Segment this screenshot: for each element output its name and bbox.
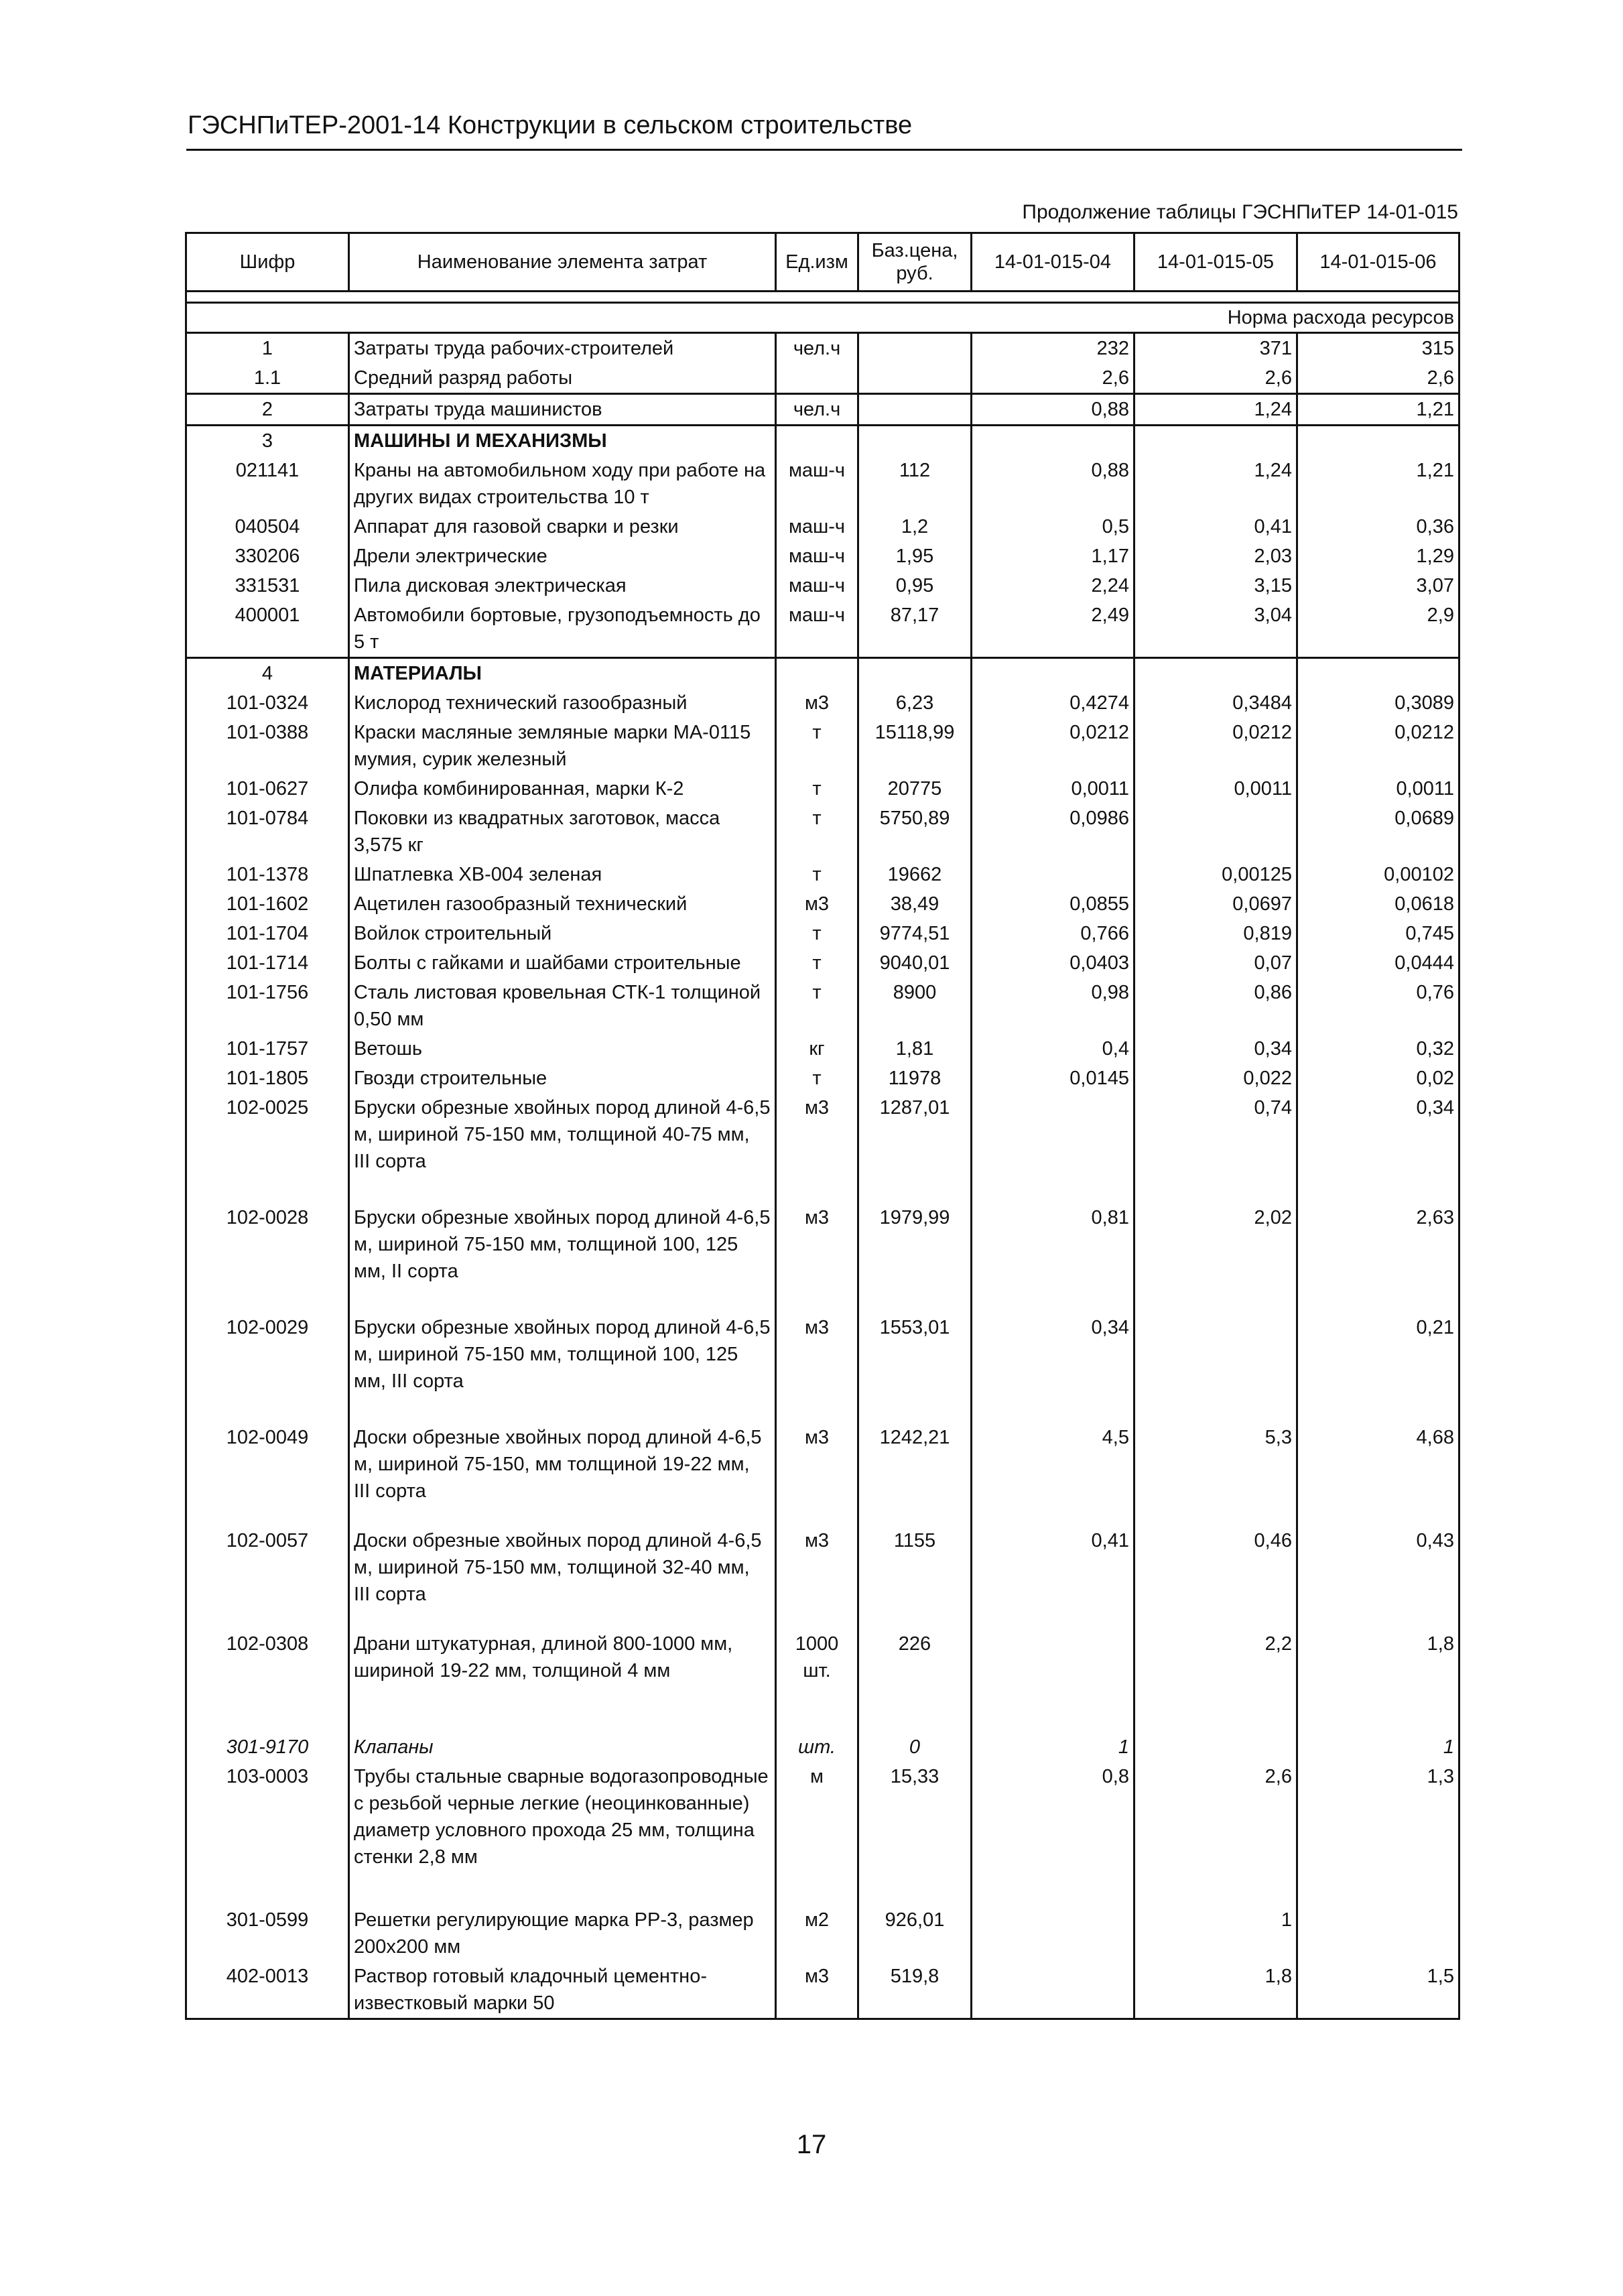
cell-code: 101-1714	[186, 948, 349, 978]
cell-unit: т	[776, 978, 858, 1034]
cell-variant-05: 1,24	[1134, 456, 1297, 512]
cell-unit: кг	[776, 1034, 858, 1064]
cell-price	[858, 363, 972, 394]
cell-variant-05: 2,2	[1134, 1629, 1297, 1732]
norm-label: Норма расхода ресурсов	[186, 303, 1459, 333]
cell-unit: т	[776, 718, 858, 774]
cell-variant-04: 0,0986	[972, 804, 1134, 860]
cell-code: 1.1	[186, 363, 349, 394]
cell-price: 112	[858, 456, 972, 512]
cell-variant-04	[972, 1962, 1134, 2019]
table-row	[186, 718, 1459, 774]
cell-price: 19662	[858, 860, 972, 889]
table-row	[186, 1762, 1459, 1905]
cell-variant-04: 0,0011	[972, 774, 1134, 804]
cell-variant-05: 2,6	[1134, 363, 1297, 394]
cell-variant-06: 0,0444	[1297, 948, 1459, 978]
cell-variant-06: 0,3089	[1297, 688, 1459, 718]
cell-code: 101-0324	[186, 688, 349, 718]
table-row	[186, 688, 1459, 718]
cell-price: 15,33	[858, 1762, 972, 1905]
cell-variant-04	[972, 1629, 1134, 1732]
cell-code: 301-0599	[186, 1905, 349, 1962]
cell-code: 101-1704	[186, 919, 349, 948]
cell-code: 331531	[186, 571, 349, 600]
cell-variant-04	[972, 1905, 1134, 1962]
cell-variant-05: 5,3	[1134, 1423, 1297, 1526]
cell-price: 9774,51	[858, 919, 972, 948]
cell-variant-04: 2,6	[972, 363, 1134, 394]
cell-code: 3	[186, 426, 349, 456]
cell-variant-05: 371	[1134, 333, 1297, 364]
cell-variant-06: 0,21	[1297, 1313, 1459, 1423]
cell-variant-04: 2,49	[972, 600, 1134, 658]
cell-name: Сталь листовая кровельная СТК-1 толщиной 0,50 мм	[349, 978, 776, 1034]
cell-variant-06: 3,07	[1297, 571, 1459, 600]
cell-price: 15118,99	[858, 718, 972, 774]
table-row	[186, 889, 1459, 919]
cell-code: 101-1378	[186, 860, 349, 889]
cell-unit	[776, 658, 858, 689]
cell-variant-05	[1134, 426, 1297, 456]
cell-variant-05	[1134, 1732, 1297, 1762]
cell-variant-06: 1,8	[1297, 1629, 1459, 1732]
cell-variant-04: 0,81	[972, 1203, 1134, 1313]
cell-variant-04	[972, 860, 1134, 889]
cell-variant-04	[972, 1093, 1134, 1203]
norm-label-row	[186, 303, 1459, 333]
cell-variant-05: 0,46	[1134, 1526, 1297, 1629]
cell-name: Краски масляные земляные марки МА-0115 мумия, сурик железный	[349, 718, 776, 774]
cell-variant-04: 0,0403	[972, 948, 1134, 978]
cell-variant-04: 0,98	[972, 978, 1134, 1034]
cell-name: Ацетилен газообразный технический	[349, 889, 776, 919]
cell-code: 102-0029	[186, 1313, 349, 1423]
page-header-title: ГЭСНПиТЕР-2001-14 Конструкции в сельском строительстве	[188, 111, 913, 139]
cell-unit: маш-ч	[776, 600, 858, 658]
cell-variant-06	[1297, 1905, 1459, 1962]
col-header-variant-04: 14-01-015-04	[972, 233, 1134, 292]
cell-unit: маш-ч	[776, 512, 858, 541]
cell-variant-04: 0,34	[972, 1313, 1134, 1423]
cell-code: 101-1757	[186, 1034, 349, 1064]
cell-variant-06: 4,68	[1297, 1423, 1459, 1526]
cell-variant-06: 0,02	[1297, 1064, 1459, 1093]
cell-price: 1287,01	[858, 1093, 972, 1203]
cell-variant-06: 0,0618	[1297, 889, 1459, 919]
cell-name: Затраты труда рабочих-строителей	[349, 333, 776, 364]
cell-name: Клапаны	[349, 1732, 776, 1762]
cell-variant-05: 0,41	[1134, 512, 1297, 541]
cell-name: МАТЕРИАЛЫ	[349, 658, 776, 689]
cell-name: Трубы стальные сварные водогазопроводные с резьбой черные легкие (неоцинкованные) диаметр условного прохода 25 мм, толщина стенки 2,8 мм	[349, 1762, 776, 1905]
cell-variant-04: 0,8	[972, 1762, 1134, 1905]
cell-variant-06	[1297, 426, 1459, 456]
cell-variant-05: 0,0011	[1134, 774, 1297, 804]
cell-variant-04: 4,5	[972, 1423, 1134, 1526]
cell-code: 301-9170	[186, 1732, 349, 1762]
table-body	[186, 292, 1459, 2019]
cell-price: 1,2	[858, 512, 972, 541]
table-header-row	[186, 233, 1459, 292]
cell-unit: м3	[776, 1313, 858, 1423]
cell-price: 1979,99	[858, 1203, 972, 1313]
cell-variant-05: 0,34	[1134, 1034, 1297, 1064]
cell-variant-04: 0,0212	[972, 718, 1134, 774]
table-row	[186, 1064, 1459, 1093]
cell-variant-04: 0,4274	[972, 688, 1134, 718]
table-row	[186, 1313, 1459, 1423]
cell-code: 4	[186, 658, 349, 689]
cell-variant-06: 2,63	[1297, 1203, 1459, 1313]
cell-variant-04: 232	[972, 333, 1134, 364]
cell-variant-04: 1	[972, 1732, 1134, 1762]
cell-variant-06: 1,21	[1297, 456, 1459, 512]
col-header-name: Наименование элемента затрат	[349, 233, 776, 292]
cell-unit: т	[776, 948, 858, 978]
cell-code: 402-0013	[186, 1962, 349, 2019]
cell-price: 1,95	[858, 541, 972, 571]
cell-name: Краны на автомобильном ходу при работе на других видах строительства 10 т	[349, 456, 776, 512]
table-row	[186, 1905, 1459, 1962]
cell-price: 0,95	[858, 571, 972, 600]
table-row	[186, 394, 1459, 426]
cell-variant-04: 0,5	[972, 512, 1134, 541]
cell-price: 0	[858, 1732, 972, 1762]
cell-price: 87,17	[858, 600, 972, 658]
cell-unit: м3	[776, 1203, 858, 1313]
cell-variant-05	[1134, 1313, 1297, 1423]
cell-variant-06: 1	[1297, 1732, 1459, 1762]
cell-name: Бруски обрезные хвойных пород длиной 4-6,5 м, шириной 75-150 мм, толщиной 100, 125 мм, II сорта	[349, 1203, 776, 1313]
table-row	[186, 1732, 1459, 1762]
cell-unit: м3	[776, 1526, 858, 1629]
cell-variant-06: 0,0212	[1297, 718, 1459, 774]
cell-price	[858, 658, 972, 689]
cell-variant-05: 0,00125	[1134, 860, 1297, 889]
cell-unit: маш-ч	[776, 541, 858, 571]
cell-variant-06: 0,76	[1297, 978, 1459, 1034]
cell-unit: т	[776, 804, 858, 860]
cell-name: Раствор готовый кладочный цементно-известковый марки 50	[349, 1962, 776, 2019]
cell-unit: т	[776, 1064, 858, 1093]
cell-price: 1,81	[858, 1034, 972, 1064]
table-row	[186, 600, 1459, 658]
cell-name: Шпатлевка ХВ-004 зеленая	[349, 860, 776, 889]
cell-price: 5750,89	[858, 804, 972, 860]
table-row	[186, 1423, 1459, 1526]
cell-variant-05: 0,022	[1134, 1064, 1297, 1093]
cell-unit: м3	[776, 889, 858, 919]
col-header-unit: Ед.изм	[776, 233, 858, 292]
cell-price: 1553,01	[858, 1313, 972, 1423]
table-row	[186, 571, 1459, 600]
table-row	[186, 919, 1459, 948]
cell-unit: т	[776, 774, 858, 804]
cell-variant-05: 3,04	[1134, 600, 1297, 658]
cell-variant-04: 2,24	[972, 571, 1134, 600]
table-row	[186, 1629, 1459, 1732]
cell-name: Автомобили бортовые, грузоподъемность до 5 т	[349, 600, 776, 658]
cell-variant-05: 0,74	[1134, 1093, 1297, 1203]
col-header-variant-05: 14-01-015-05	[1134, 233, 1297, 292]
cell-name: Доски обрезные хвойных пород длиной 4-6,5 м, шириной 75-150 мм, толщиной 32-40 мм, III сорта	[349, 1526, 776, 1629]
cell-price	[858, 333, 972, 364]
cell-code: 1	[186, 333, 349, 364]
table-row	[186, 978, 1459, 1034]
cell-variant-06: 315	[1297, 333, 1459, 364]
cell-code: 102-0028	[186, 1203, 349, 1313]
cell-name: МАШИНЫ И МЕХАНИЗМЫ	[349, 426, 776, 456]
cell-price: 226	[858, 1629, 972, 1732]
cell-unit: м	[776, 1762, 858, 1905]
table-continuation-caption: Продолжение таблицы ГЭСНПиТЕР 14-01-015	[1022, 201, 1458, 223]
cell-name: Олифа комбинированная, марки К-2	[349, 774, 776, 804]
cell-variant-06: 0,32	[1297, 1034, 1459, 1064]
cell-name: Гвозди строительные	[349, 1064, 776, 1093]
cell-variant-05	[1134, 658, 1297, 689]
cell-variant-05: 1,8	[1134, 1962, 1297, 2019]
cell-variant-05: 0,3484	[1134, 688, 1297, 718]
cell-variant-04	[972, 658, 1134, 689]
cell-variant-05: 0,86	[1134, 978, 1297, 1034]
cell-code: 101-0627	[186, 774, 349, 804]
cell-name: Болты с гайками и шайбами строительные	[349, 948, 776, 978]
cell-variant-04: 0,4	[972, 1034, 1134, 1064]
cell-code: 103-0003	[186, 1762, 349, 1905]
cell-price	[858, 426, 972, 456]
cell-variant-05: 0,07	[1134, 948, 1297, 978]
cell-price: 926,01	[858, 1905, 972, 1962]
cell-name: Аппарат для газовой сварки и резки	[349, 512, 776, 541]
cell-name: Затраты труда машинистов	[349, 394, 776, 426]
cell-price: 20775	[858, 774, 972, 804]
cell-name: Дрели электрические	[349, 541, 776, 571]
cell-unit: маш-ч	[776, 456, 858, 512]
table-row	[186, 948, 1459, 978]
cell-code: 400001	[186, 600, 349, 658]
cell-variant-04: 0,41	[972, 1526, 1134, 1629]
cell-variant-04: 0,0855	[972, 889, 1134, 919]
cell-code: 102-0057	[186, 1526, 349, 1629]
cell-unit: м2	[776, 1905, 858, 1962]
table-row	[186, 804, 1459, 860]
resource-norms-table	[185, 232, 1460, 2020]
cell-name: Драни штукатурная, длиной 800-1000 мм, шириной 19-22 мм, толщиной 4 мм	[349, 1629, 776, 1732]
cell-variant-06: 0,34	[1297, 1093, 1459, 1203]
cell-code: 330206	[186, 541, 349, 571]
cell-code: 101-1602	[186, 889, 349, 919]
cell-unit: м3	[776, 688, 858, 718]
cell-name: Поковки из квадратных заготовок, масса 3,575 кг	[349, 804, 776, 860]
cell-variant-05: 2,02	[1134, 1203, 1297, 1313]
cell-variant-05: 0,0212	[1134, 718, 1297, 774]
cell-variant-05: 2,6	[1134, 1762, 1297, 1905]
cell-price: 9040,01	[858, 948, 972, 978]
table-row	[186, 860, 1459, 889]
cell-price: 38,49	[858, 889, 972, 919]
cell-code: 102-0049	[186, 1423, 349, 1526]
cell-unit: т	[776, 919, 858, 948]
cell-variant-06: 1,21	[1297, 394, 1459, 426]
col-header-variant-06: 14-01-015-06	[1297, 233, 1459, 292]
cell-variant-06: 0,36	[1297, 512, 1459, 541]
col-header-code: Шифр	[186, 233, 349, 292]
cell-price: 519,8	[858, 1962, 972, 2019]
cell-unit: м3	[776, 1962, 858, 2019]
page-number: 17	[796, 2130, 827, 2159]
cell-code: 102-0025	[186, 1093, 349, 1203]
cell-unit: чел.ч	[776, 394, 858, 426]
cell-name: Пила дисковая электрическая	[349, 571, 776, 600]
table-row	[186, 1093, 1459, 1203]
cell-variant-06: 0,0011	[1297, 774, 1459, 804]
cell-variant-04: 0,88	[972, 456, 1134, 512]
cell-name: Бруски обрезные хвойных пород длиной 4-6,5 м, шириной 75-150 мм, толщиной 40-75 мм, III сорта	[349, 1093, 776, 1203]
table-row	[186, 333, 1459, 364]
cell-variant-06: 0,00102	[1297, 860, 1459, 889]
cell-price: 6,23	[858, 688, 972, 718]
table-row	[186, 541, 1459, 571]
cell-price: 8900	[858, 978, 972, 1034]
table-row	[186, 512, 1459, 541]
cell-variant-06: 1,29	[1297, 541, 1459, 571]
cell-variant-05: 1,24	[1134, 394, 1297, 426]
table-row	[186, 456, 1459, 512]
cell-variant-06: 2,6	[1297, 363, 1459, 394]
section-row	[186, 426, 1459, 456]
cell-name: Войлок строительный	[349, 919, 776, 948]
cell-unit	[776, 363, 858, 394]
cell-unit: шт.	[776, 1732, 858, 1762]
cell-variant-05	[1134, 804, 1297, 860]
cell-variant-04: 0,0145	[972, 1064, 1134, 1093]
cell-name: Решетки регулирующие марка РР-3, размер 200х200 мм	[349, 1905, 776, 1962]
cell-price: 11978	[858, 1064, 972, 1093]
cell-code: 2	[186, 394, 349, 426]
cell-name: Кислород технический газообразный	[349, 688, 776, 718]
section-row	[186, 658, 1459, 689]
cell-variant-04: 1,17	[972, 541, 1134, 571]
cell-variant-06: 1,3	[1297, 1762, 1459, 1905]
table-row	[186, 1962, 1459, 2019]
table-row	[186, 363, 1459, 394]
cell-variant-06: 2,9	[1297, 600, 1459, 658]
cell-unit	[776, 426, 858, 456]
cell-variant-06: 0,745	[1297, 919, 1459, 948]
table-row	[186, 1034, 1459, 1064]
cell-name: Средний разряд работы	[349, 363, 776, 394]
cell-unit: маш-ч	[776, 571, 858, 600]
cell-code: 021141	[186, 456, 349, 512]
cell-variant-06	[1297, 658, 1459, 689]
cell-name: Бруски обрезные хвойных пород длиной 4-6,5 м, шириной 75-150 мм, толщиной 100, 125 мм, III сорта	[349, 1313, 776, 1423]
table-row	[186, 774, 1459, 804]
cell-code: 101-1756	[186, 978, 349, 1034]
cell-variant-04: 0,766	[972, 919, 1134, 948]
cell-variant-05: 3,15	[1134, 571, 1297, 600]
table-row	[186, 1526, 1459, 1629]
spacer-row	[186, 292, 1459, 303]
cell-variant-05: 1	[1134, 1905, 1297, 1962]
cell-unit: чел.ч	[776, 333, 858, 364]
cell-variant-06: 1,5	[1297, 1962, 1459, 2019]
cell-code: 101-0784	[186, 804, 349, 860]
cell-variant-05: 0,819	[1134, 919, 1297, 948]
cell-variant-06: 0,43	[1297, 1526, 1459, 1629]
col-header-price: Баз.цена, руб.	[858, 233, 972, 292]
cell-price	[858, 394, 972, 426]
cell-name: Ветошь	[349, 1034, 776, 1064]
cell-unit: м3	[776, 1423, 858, 1526]
header-divider	[186, 149, 1462, 151]
cell-name: Доски обрезные хвойных пород длиной 4-6,5 м, шириной 75-150, мм толщиной 19-22 мм, III сорта	[349, 1423, 776, 1526]
cell-unit: т	[776, 860, 858, 889]
cell-variant-05: 0,0697	[1134, 889, 1297, 919]
cell-price: 1155	[858, 1526, 972, 1629]
cell-price: 1242,21	[858, 1423, 972, 1526]
cell-code: 102-0308	[186, 1629, 349, 1732]
cell-code: 101-0388	[186, 718, 349, 774]
cell-variant-06: 0,0689	[1297, 804, 1459, 860]
table-row	[186, 1203, 1459, 1313]
cell-variant-04	[972, 426, 1134, 456]
cell-unit: 1000 шт.	[776, 1629, 858, 1732]
cell-variant-04: 0,88	[972, 394, 1134, 426]
cell-code: 040504	[186, 512, 349, 541]
cell-unit: м3	[776, 1093, 858, 1203]
cell-code: 101-1805	[186, 1064, 349, 1093]
cell-variant-05: 2,03	[1134, 541, 1297, 571]
